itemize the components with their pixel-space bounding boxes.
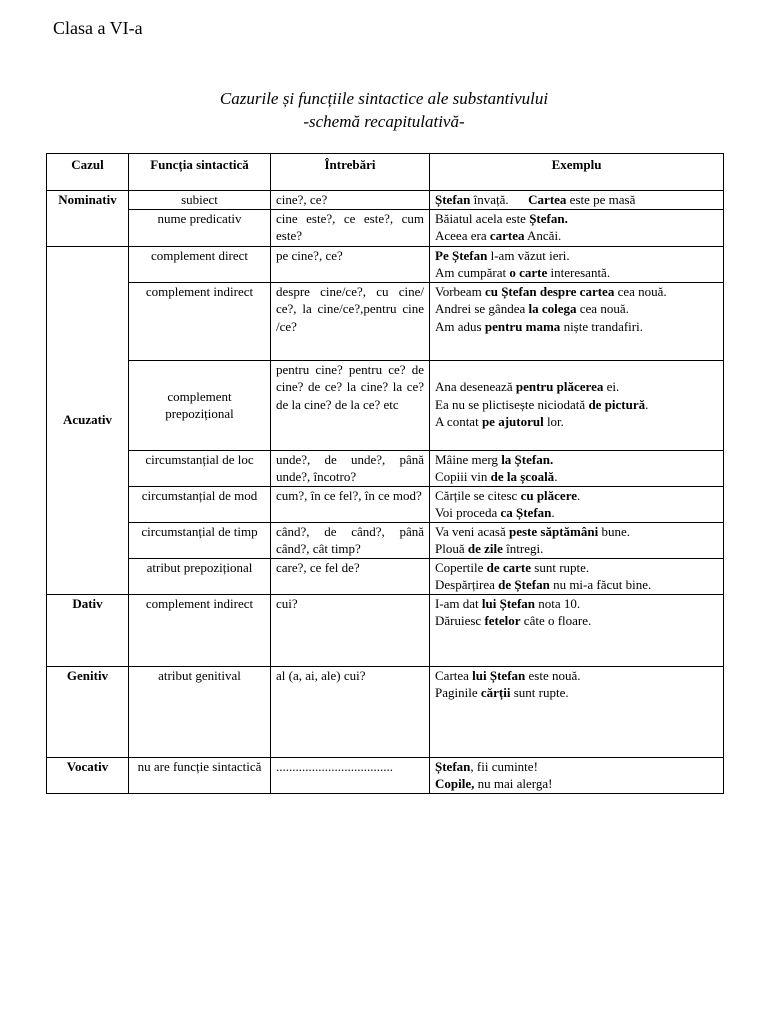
- example-text: Ana desenează: [435, 379, 516, 394]
- header-function: Funcția sintactică: [129, 154, 271, 191]
- example-text: Andrei se gândea: [435, 301, 529, 316]
- syntactic-function: atribut prepozițional: [129, 558, 271, 594]
- syntactic-function: complement prepozițional: [129, 360, 271, 450]
- example-text: câte o floare.: [520, 613, 592, 628]
- example-text: lor.: [543, 414, 564, 429]
- syntactic-function: circumstanțial de loc: [129, 450, 271, 486]
- example-highlight: pe ajutorul: [481, 414, 544, 429]
- syntactic-function: circumstanțial de mod: [129, 486, 271, 522]
- questions: despre cine/ce?, cu cine/ ce?, la cine/ce?,pentru cine /ce?: [271, 282, 430, 360]
- example-text: Am cumpărat: [435, 265, 510, 280]
- example-cell: [430, 558, 724, 594]
- header-questions: Întrebări: [271, 154, 430, 191]
- example-line: [435, 451, 718, 469]
- example-line: [435, 684, 718, 702]
- example-text: Voi proceda: [435, 505, 501, 520]
- example-highlight: de la școală: [490, 469, 555, 484]
- example-text: .: [645, 396, 649, 412]
- example-text: sunt rupte.: [510, 685, 569, 700]
- table-body: [47, 191, 724, 794]
- example-cell: [430, 594, 724, 666]
- example-highlight: la colega: [528, 301, 577, 316]
- example-text: nu mai alerga!: [474, 776, 553, 791]
- syntactic-function: complement direct: [129, 246, 271, 282]
- questions: unde?, de unde?, până unde?, încotro?: [271, 450, 430, 486]
- syntactic-function: complement indirect: [129, 282, 271, 360]
- questions: al (a, ai, ale) cui?: [271, 666, 430, 757]
- example-line: [435, 264, 718, 282]
- example-text: Mâine merg: [435, 451, 502, 467]
- example-text: este pe masă: [566, 192, 636, 207]
- case-name: Acuzativ: [47, 246, 129, 594]
- example-line: [435, 283, 718, 301]
- example-highlight: Ștefan.: [529, 210, 568, 226]
- example-text: Cărțile se citesc: [435, 487, 521, 503]
- example-highlight: lui Ștefan: [481, 595, 536, 611]
- example-cell: [430, 757, 724, 793]
- example-text: Paginile: [435, 685, 481, 700]
- example-text: Ea nu se plictisește niciodată: [435, 396, 589, 412]
- example-cell: [430, 522, 724, 558]
- example-highlight: Pe Ștefan: [435, 247, 488, 263]
- example-highlight: de Ștefan: [498, 577, 550, 592]
- example-line: [435, 396, 718, 414]
- example-text: niște trandafiri.: [560, 318, 643, 334]
- example-text: Am adus: [435, 318, 485, 334]
- questions: cine este?, ce este?, cum este?: [271, 209, 430, 246]
- example-text: , fii cuminte!: [470, 758, 538, 774]
- table-row: [47, 757, 724, 793]
- example-line: [435, 227, 718, 245]
- example-line: [435, 191, 718, 209]
- case-name: Nominativ: [47, 191, 129, 247]
- example-cell: [430, 450, 724, 486]
- example-text: Cartea: [435, 667, 473, 683]
- example-line: [435, 378, 718, 396]
- example-text: întregi.: [502, 541, 544, 556]
- example-text: sunt rupte.: [531, 559, 590, 575]
- example-text: Băiatul acela este: [435, 210, 530, 226]
- example-text: nu mi-a făcut bine.: [549, 577, 652, 592]
- example-text: A contat: [435, 414, 482, 429]
- example-line: [435, 468, 718, 486]
- example-cell: [430, 486, 724, 522]
- example-text: Despărțirea: [435, 577, 499, 592]
- questions: cui?: [271, 594, 430, 666]
- table-row: [47, 246, 724, 282]
- example-highlight: ca Ștefan: [500, 505, 552, 520]
- example-highlight: pentru mama: [484, 318, 561, 334]
- example-cell: [430, 666, 724, 757]
- example-highlight: peste săptămâni: [509, 523, 599, 539]
- example-highlight: de carte: [486, 559, 532, 575]
- example-text: .: [551, 505, 555, 520]
- title-line-1: Cazurile și funcțiile sintactice ale substantivului: [219, 89, 549, 108]
- header-case: Cazul: [47, 154, 129, 191]
- questions: cine?, ce?: [271, 191, 430, 210]
- example-cell: [430, 209, 724, 246]
- example-text: nota 10.: [535, 595, 581, 611]
- example-line: [435, 595, 718, 613]
- title-line-2: -schemă recapitulativă-: [303, 112, 465, 131]
- example-text: Copertile: [435, 559, 487, 575]
- example-highlight: Copile,: [435, 776, 475, 791]
- header-example: Exemplu: [430, 154, 724, 191]
- example-highlight: de pictură: [588, 396, 646, 412]
- syntax-table: [46, 153, 724, 794]
- example-line: [435, 318, 718, 336]
- example-highlight: de zile: [467, 541, 503, 556]
- example-line: [435, 504, 718, 522]
- example-text: [435, 362, 438, 377]
- example-line: [435, 300, 718, 318]
- example-line: [435, 361, 718, 379]
- example-line: [435, 413, 718, 431]
- example-highlight: Cartea: [528, 192, 567, 207]
- example-highlight: fetelor: [484, 613, 521, 628]
- example-text: Copiii vin: [435, 469, 491, 484]
- table-row: [47, 558, 724, 594]
- example-line: [435, 247, 718, 265]
- example-highlight: cărții: [480, 685, 511, 700]
- example-highlight: la Ștefan.: [501, 451, 554, 467]
- example-text: cea nouă.: [614, 283, 667, 299]
- example-text: Vorbeam: [435, 283, 485, 299]
- table-row: [47, 450, 724, 486]
- table-row: [47, 666, 724, 757]
- example-highlight: Ștefan: [435, 192, 471, 207]
- example-text: Aceea era: [435, 228, 490, 243]
- questions: care?, ce fel de?: [271, 558, 430, 594]
- example-line: [435, 487, 718, 505]
- example-line: [435, 523, 718, 541]
- example-text: cea nouă.: [576, 301, 629, 316]
- case-name: Genitiv: [47, 666, 129, 757]
- example-highlight: lui Ștefan: [472, 667, 526, 683]
- questions: când?, de când?, până când?, cât timp?: [271, 522, 430, 558]
- table-row: [47, 191, 724, 210]
- example-text: Ancăi.: [524, 228, 562, 243]
- example-text: învață.: [470, 192, 529, 207]
- table-row: [47, 522, 724, 558]
- syntactic-function: nume predicativ: [129, 209, 271, 246]
- example-line: [435, 559, 718, 577]
- table-row: [47, 486, 724, 522]
- example-line: [435, 540, 718, 558]
- class-label: Clasa a VI-a: [53, 18, 143, 38]
- table-row: [47, 594, 724, 666]
- example-highlight: Ștefan: [435, 758, 471, 774]
- example-highlight: cu plăcere: [520, 487, 577, 503]
- syntactic-function: complement indirect: [129, 594, 271, 666]
- example-text: I-am dat: [435, 595, 482, 611]
- example-line: [435, 576, 718, 594]
- example-text: Dăruiesc: [435, 613, 485, 628]
- example-cell: [430, 282, 724, 360]
- example-text: Plouă: [435, 541, 468, 556]
- example-text: este nouă.: [525, 667, 581, 683]
- syntactic-function: subiect: [129, 191, 271, 210]
- table-row: [47, 209, 724, 246]
- example-line: [435, 758, 718, 776]
- example-text: .: [554, 469, 558, 484]
- example-text: bune.: [598, 523, 630, 539]
- example-text: Va veni acasă: [435, 523, 509, 539]
- example-highlight: pentru plăcerea: [515, 379, 604, 394]
- syntactic-function: circumstanțial de timp: [129, 522, 271, 558]
- example-line: [435, 210, 718, 228]
- table-header-row: [47, 154, 724, 191]
- example-text: .: [577, 487, 581, 503]
- example-cell: [430, 191, 724, 210]
- example-cell: [430, 360, 724, 450]
- example-text: l-am văzut ieri.: [487, 247, 570, 263]
- example-cell: [430, 246, 724, 282]
- example-text: ei.: [603, 379, 620, 394]
- example-line: [435, 775, 718, 793]
- example-highlight: cartea: [489, 228, 525, 243]
- questions: cum?, în ce fel?, în ce mod?: [271, 486, 430, 522]
- questions: ....................................: [271, 757, 430, 793]
- example-text: interesantă.: [547, 265, 611, 280]
- table-row: [47, 360, 724, 450]
- questions: pentru cine? pentru ce? de cine? de ce? la cine? la ce? de la cine? de la ce? etc: [271, 360, 430, 450]
- example-line: [435, 667, 718, 685]
- table-row: [47, 282, 724, 360]
- example-highlight: cu Ștefan despre cartea: [484, 283, 615, 299]
- case-name: Vocativ: [47, 757, 129, 793]
- example-line: [435, 612, 718, 630]
- syntactic-function: atribut genitival: [129, 666, 271, 757]
- questions: pe cine?, ce?: [271, 246, 430, 282]
- example-highlight: o carte: [509, 265, 548, 280]
- case-name: Dativ: [47, 594, 129, 666]
- syntactic-function: nu are funcție sintactică: [129, 757, 271, 793]
